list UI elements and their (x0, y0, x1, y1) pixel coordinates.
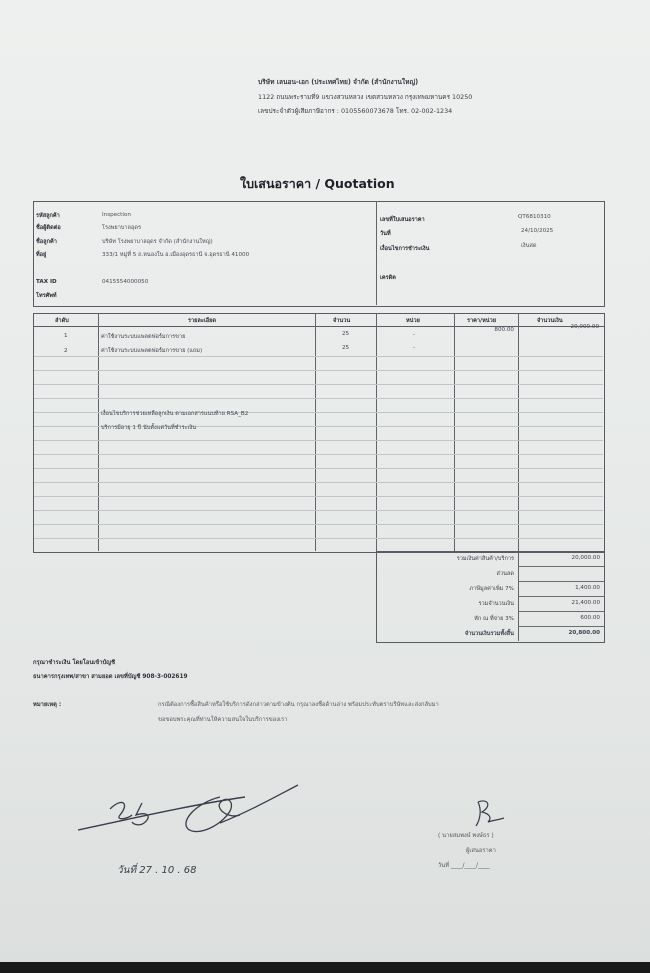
phone-label: โทรศัพท์ (36, 293, 57, 299)
address-label: ที่อยู่ (36, 252, 47, 258)
row-1-desc: ค่าใช้งานระบบแพลตฟอร์มการขาย (101, 334, 186, 340)
credit-label: เครดิต (380, 275, 396, 281)
row-2-qty: 25 (342, 345, 350, 351)
col-divider (98, 313, 99, 551)
company-address: 1122 ถนนพระรามที่9 แขวงสวนหลวง เขตสวนหลวง กรุงเทพมหานคร 10250 (258, 93, 473, 101)
totals-label: ภาษีมูลค่าเพิ่ม 7% (469, 586, 514, 592)
table-rule (34, 524, 603, 525)
table-rule (34, 454, 603, 455)
customer-address: 333/1 หมู่ที่ 5 ถ.หนองใน อ.เมืองอุดรธานี จ.อุดรธานี 41000 (102, 252, 250, 258)
col-divider (454, 313, 455, 551)
tax-id-value: 0415554000050 (102, 279, 149, 285)
col-header-desc: รายละเอียด (188, 318, 217, 324)
table-rule (34, 510, 603, 511)
info-divider (376, 201, 377, 305)
totals-label: ส่วนลด (496, 571, 514, 577)
company-tax-line: เลขประจำตัวผู้เสียภาษีอากร : 0105560073678 โทร. 02-002-1234 (258, 107, 453, 115)
row-2-no: 2 (64, 348, 68, 354)
bottom-edge (0, 962, 650, 973)
customer-code-label: รหัสลูกค้า (36, 213, 60, 219)
row-1-unit: - (413, 332, 416, 338)
totals-row-line (518, 596, 604, 597)
totals-label: รวมจำนวนเงิน (478, 601, 514, 607)
payment-instruction: กรุณาชำระเงิน โดยโอนเข้าบัญชี (33, 660, 116, 666)
totals-label: หัก ณ ที่จ่าย 3% (474, 616, 514, 622)
col-divider (315, 313, 316, 551)
table-rule (34, 468, 603, 469)
quote-number: QT6810310 (518, 214, 551, 220)
customer-name: บริษัท โรงพยาบาลอุดร จำกัด (สำนักงานใหญ่) (102, 239, 213, 245)
row-1-price: 800.00 (494, 327, 514, 333)
payment-terms: เงินสด (521, 243, 537, 249)
col-divider (518, 313, 519, 551)
row-1-no: 1 (64, 333, 68, 339)
document-title: ใบเสนอราคา / Quotation (240, 176, 395, 191)
totals-row-line (518, 581, 604, 582)
tax-id-label: TAX ID (36, 279, 57, 285)
quote-date: 24/10/2025 (521, 228, 554, 234)
totals-row-line (518, 626, 604, 627)
payment-terms-label: เงื่อนไขการชำระเงิน (380, 246, 430, 252)
issuer-name: ( นายสมพงษ์ พงษ์ธร ) (438, 833, 494, 839)
totals-row-line (518, 566, 604, 567)
customer-name-label: ชื่อลูกค้า (36, 239, 57, 245)
col-divider (376, 313, 377, 551)
quote-date-label: วันที่ (380, 231, 391, 237)
table-rule (34, 370, 603, 371)
row-1-qty: 25 (342, 331, 350, 337)
totals-value: 600.00 (580, 615, 600, 621)
service-note-1: เงื่อนไขบริการช่วยเหลือลูกเงิน ตามเอกสารแนบท้าย RSA_B2 (101, 411, 249, 417)
issuer-signature (468, 796, 518, 832)
table-rule (34, 384, 603, 385)
totals-value: 20,800.00 (568, 630, 600, 636)
totals-label: จำนวนเงินรวมทั้งสิ้น (464, 631, 514, 637)
issuer-date: วันที่ ____/____/____ (438, 863, 490, 869)
contact-label: ชื่อผู้ติดต่อ (36, 225, 61, 231)
table-rule (34, 496, 603, 497)
quote-number-label: เลขที่ใบเสนอราคา (380, 217, 425, 223)
col-header-no: ลำดับ (55, 318, 69, 324)
remarks-line-2: ขอขอบพระคุณที่ท่านให้ความสนใจในบริการของเรา (158, 717, 288, 723)
customer-sign-date: วันที่ 27 . 10 . 68 (117, 865, 197, 876)
customer-code: Inspection (102, 212, 131, 218)
col-header-unit: หน่วย (406, 318, 420, 324)
table-rule (34, 482, 603, 483)
remarks-label: หมายเหตุ : (33, 702, 62, 708)
customer-signature (70, 775, 310, 845)
issuer-title: ผู้เสนอราคา (466, 848, 496, 854)
row-2-desc: ค่าใช้งานระบบแพลตฟอร์มการขาย (แถม) (101, 348, 203, 354)
col-header-qty: จำนวน (333, 318, 351, 324)
table-rule (34, 356, 603, 357)
company-name: บริษัท เลนอน-เอก (ประเทศไทย) จำกัด (สำนักงานใหญ่) (258, 78, 419, 86)
col-header-amount: จำนวนเงิน (537, 318, 563, 324)
table-rule (34, 398, 603, 399)
col-header-price: ราคา/หน่วย (467, 318, 497, 324)
totals-value: 21,400.00 (571, 600, 600, 606)
bank-account: ธนาคารกรุงเทพ/สาขา สามยอด เลขที่บัญชี 908-3-002619 (33, 674, 188, 680)
table-rule (34, 538, 603, 539)
remarks-line-1: กรณีต้องการซื้อสินค้าหรือใช้บริการดังกล่าวตามข้างต้น กรุณาลงชื่อด้านล่าง พร้อมประทับตราบริษัทและส่งกลับมา (158, 702, 439, 708)
contact-value: โรงพยาบาลอุดร (102, 225, 141, 231)
totals-row-line (518, 611, 604, 612)
row-2-unit: - (413, 345, 416, 351)
row-1-amount: 20,000.00 (570, 324, 599, 330)
table-rule (34, 440, 603, 441)
totals-value: 1,400.00 (575, 585, 600, 591)
totals-value: 20,000.00 (571, 555, 600, 561)
totals-label: รวมเงินค่าสินค้า/บริการ (456, 556, 514, 562)
service-note-2: บริการมีอายุ 1 ปี นับตั้งแต่วันที่ชำระเงิน (101, 425, 197, 431)
